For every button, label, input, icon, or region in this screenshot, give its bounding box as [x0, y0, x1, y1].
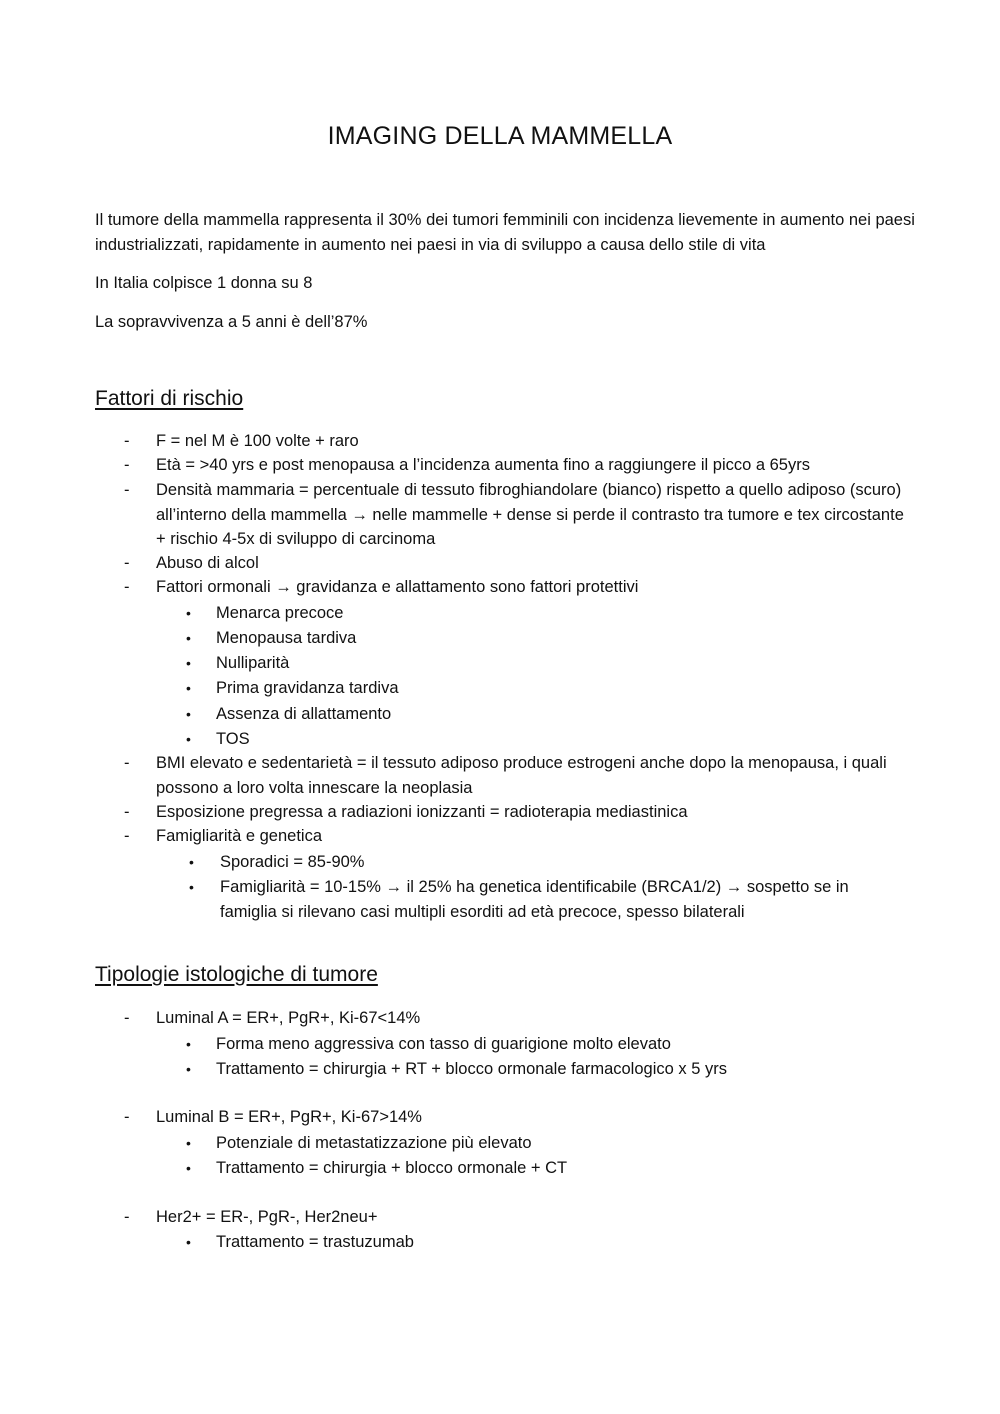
list-item-text: Luminal B = ER+, PgR+, Ki-67>14%: [156, 1108, 422, 1126]
list-item-text: Età = >40 yrs e post menopausa a l’incidenza aumenta fino a raggiungere il picco a 65yrs: [156, 456, 810, 474]
dash-marker: -: [124, 578, 130, 596]
list-item-text: F = nel M è 100 volte + raro: [156, 432, 359, 450]
dash-marker: -: [124, 1208, 130, 1226]
list-item-text: Luminal A = ER+, PgR+, Ki-67<14%: [156, 1009, 421, 1027]
bullet-marker: •: [186, 630, 191, 646]
bullet-marker: •: [186, 1234, 191, 1250]
dash-marker: -: [124, 827, 130, 845]
bullet-marker: •: [186, 605, 191, 621]
sub-list-item-text: Assenza di allattamento: [216, 705, 392, 723]
dash-marker: -: [124, 803, 130, 821]
bullet-marker: •: [189, 854, 194, 870]
sub-list-item-text: Menopausa tardiva: [216, 629, 357, 647]
sub-list-item-text: Famigliarità = 10-15% → il 25% ha genetica identificabile (BRCA1/2) → sospetto se in famiglia si rilevano casi multipli esorditi ad età precoce, spesso bilaterali: [220, 878, 849, 921]
page-title: IMAGING DELLA MAMMELLA: [327, 122, 673, 150]
list-item-text: BMI elevato e sedentarietà = il tessuto adiposo produce estrogeni anche dopo la menopausa, i quali possono a loro volta innescare la neoplasia: [156, 754, 887, 797]
list-item-text: Esposizione pregressa a radiazioni ionizzanti = radioterapia mediastinica: [156, 803, 688, 821]
intro-paragraph: Il tumore della mammella rappresenta il 30% dei tumori femminili con incidenza lievemente in aumento nei paesi industrializzati, rapidamente in aumento nei paesi in via di sviluppo a causa dello stile di vita: [95, 211, 915, 254]
bullet-marker: •: [186, 1160, 191, 1176]
dash-marker: -: [124, 754, 130, 772]
section-heading-histological-types: Tipologie istologiche di tumore: [95, 963, 378, 986]
dash-marker: -: [124, 1009, 130, 1027]
bullet-marker: •: [186, 655, 191, 671]
bullet-marker: •: [189, 879, 194, 895]
section-heading-risk-factors: Fattori di rischio: [95, 387, 244, 410]
bullet-marker: •: [186, 731, 191, 747]
list-item-text: Famigliarità e genetica: [156, 827, 322, 845]
bullet-marker: •: [186, 1135, 191, 1151]
intro-paragraph: In Italia colpisce 1 donna su 8: [95, 274, 313, 292]
dash-marker: -: [124, 554, 130, 572]
sub-list-item-text: Menarca precoce: [216, 604, 344, 622]
dash-marker: -: [124, 432, 130, 450]
list-item-text: Densità mammaria = percentuale di tessuto fibroghiandolare (bianco) rispetto a quello adiposo (scuro) all’interno della mammella → nelle mammelle + dense si perde il contrasto tra tumore e tex circostante + rischio 4-5x di sviluppo di carcinoma: [156, 481, 904, 548]
list-item-text: Abuso di alcol: [156, 554, 259, 572]
bullet-marker: •: [186, 706, 191, 722]
sub-list-item-text: Trattamento = chirurgia + blocco ormonale + CT: [216, 1159, 568, 1177]
sub-list-item-text: Trattamento = trastuzumab: [216, 1233, 414, 1251]
bullet-marker: •: [186, 680, 191, 696]
dash-marker: -: [124, 481, 130, 499]
bullet-marker: •: [186, 1061, 191, 1077]
bullet-marker: •: [186, 1036, 191, 1052]
sub-list-item-text: Trattamento = chirurgia + RT + blocco ormonale farmacologico x 5 yrs: [216, 1060, 727, 1078]
dash-marker: -: [124, 456, 130, 474]
sub-list-item-text: Potenziale di metastatizzazione più elevato: [216, 1134, 532, 1152]
sub-list-item-text: TOS: [216, 730, 250, 748]
list-item-text: Fattori ormonali → gravidanza e allattamento sono fattori protettivi: [156, 578, 639, 596]
sub-list-item-text: Sporadici = 85-90%: [220, 853, 365, 871]
list-item-text: Her2+ = ER-, PgR-, Her2neu+: [156, 1208, 378, 1226]
sub-list-item-text: Forma meno aggressiva con tasso di guarigione molto elevato: [216, 1035, 671, 1053]
dash-marker: -: [124, 1108, 130, 1126]
sub-list-item-text: Prima gravidanza tardiva: [216, 679, 399, 697]
sub-list-item-text: Nulliparità: [216, 654, 290, 672]
intro-paragraph: La sopravvivenza a 5 anni è dell’87%: [95, 313, 368, 331]
